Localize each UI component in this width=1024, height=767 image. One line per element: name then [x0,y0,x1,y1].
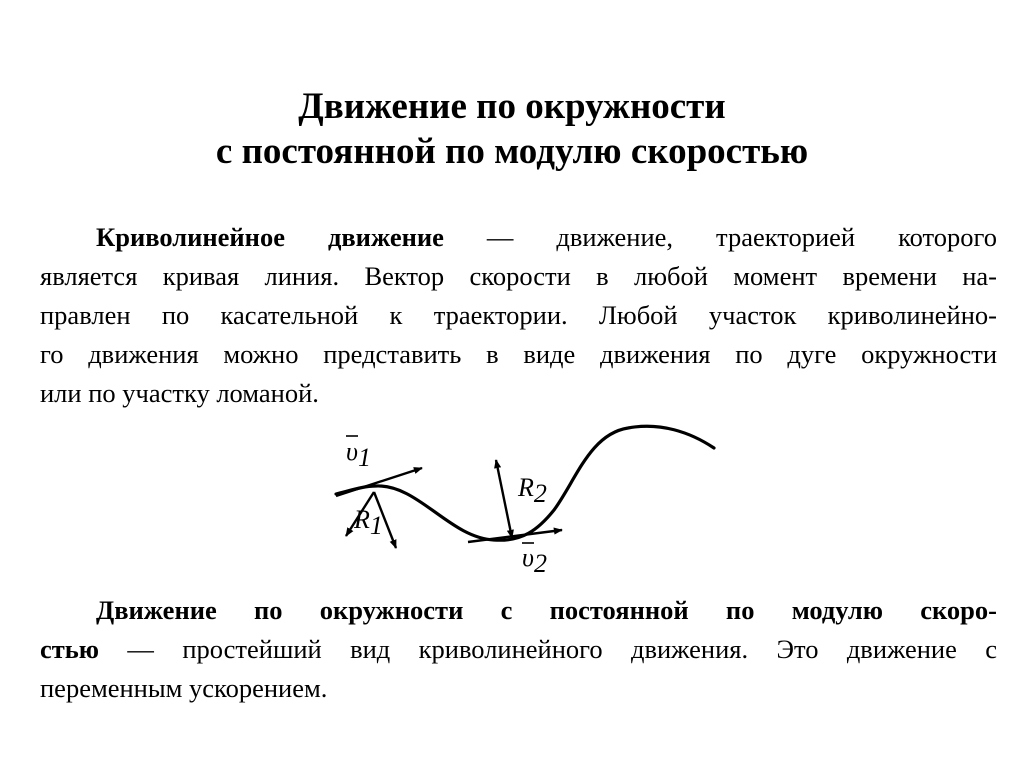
trajectory-diagram [300,410,740,590]
radius-r2-arrow [496,460,512,538]
paragraph-line: переменным ускорением. [40,673,328,703]
paragraph-line [40,218,997,257]
term-uniform-circular-motion-end: стью [40,634,100,664]
paragraph-text: — движение, траекторией которого [443,222,997,252]
paragraph-line [40,630,997,669]
paragraph-line: является кривая линия. Вектор скорости в любой момент времени на- [40,261,997,291]
label-v2: υ2 [522,543,547,578]
velocity-vector-v1 [336,468,422,496]
paragraph-line: правлен по касательной к траектории. Любой участок криволинейно- [40,300,997,330]
term-curvilinear-motion: Криволинейное движение [96,222,444,252]
page-title [0,84,1024,174]
velocity-vector-v2 [468,530,562,542]
label-r1: R1 [354,505,383,540]
paragraph-line: го движения можно представить в виде движения по дуге окружности [40,339,997,369]
paragraph-line [40,591,997,630]
label-r2: R2 [518,473,547,508]
definition-curvilinear-motion [40,218,997,413]
term-uniform-circular-motion: Движение по окружности с постоянной по модулю скоро- [96,595,997,625]
label-v1: υ1 [346,437,371,472]
paragraph-line: или по участку ломаной. [40,378,319,408]
paragraph-text: — простейший вид криволинейного движения. Это движение с [99,634,997,664]
definition-uniform-circular-motion [40,591,997,708]
title-line-1: Движение по окружности [298,86,726,127]
title-line-2: с постоянной по модулю скоростью [215,131,809,172]
